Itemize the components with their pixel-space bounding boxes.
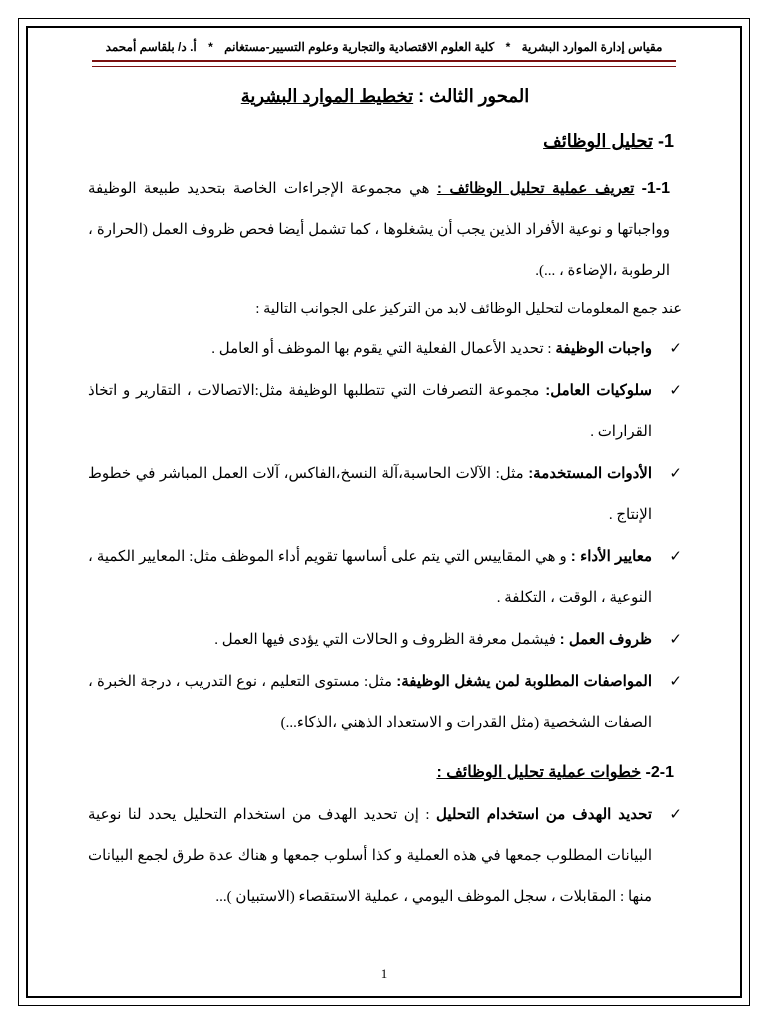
section-label: خطوات عملية تحليل الوظائف : <box>436 764 642 781</box>
section-number: 2-1- <box>645 764 674 781</box>
item-text: فيشمل معرفة الظروف و الحالات التي يؤدى فيها العمل . <box>214 632 560 648</box>
section-number: 1- <box>657 131 674 151</box>
item-text: : تحديد الأعمال الفعلية التي يقوم بها الموظف أو العامل . <box>211 341 556 357</box>
aspects-list <box>88 328 682 744</box>
steps-list <box>88 794 682 918</box>
item-text: مثل: مستوى التعليم ، نوع التدريب ، درجة الخبرة ، الصفات الشخصية (مثل القدرات و الاستعداد الذهني ،الذكاء...) <box>88 674 652 731</box>
section-heading-1 <box>88 131 674 152</box>
item-text: مجموعة التصرفات التي تتطلبها الوظيفة مثل:الاتصالات ، التقارير و اتخاذ القرارات . <box>88 383 652 440</box>
intro-text: عند جمع المعلومات لتحليل الوظائف لابد من التركيز على الجوانب التالية : <box>255 301 682 317</box>
checkmark-icon: ✓ <box>669 805 682 823</box>
header-rule <box>92 60 676 67</box>
title-main: تخطيط الموارد البشرية <box>240 86 414 106</box>
checkmark-icon: ✓ <box>669 547 682 565</box>
page-title <box>88 86 682 107</box>
list-item <box>88 536 682 619</box>
checkmark-icon: ✓ <box>669 630 682 648</box>
item-text: مثل: الآلات الحاسبة،آلة النسخ،الفاكس، آلات العمل المباشر في خطوط الإنتاج . <box>88 466 652 523</box>
page-number: 1 <box>380 966 388 981</box>
list-item <box>88 328 682 370</box>
list-item <box>88 661 682 744</box>
list-item <box>88 619 682 661</box>
checkmark-icon: ✓ <box>669 339 682 357</box>
title-prefix: المحور الثالث : <box>413 86 530 106</box>
item-term: سلوكيات العامل: <box>545 382 652 399</box>
definition-label: تعريف عملية تحليل الوظائف : <box>436 180 635 197</box>
checkmark-icon: ✓ <box>669 464 682 482</box>
section-heading-2 <box>88 762 674 782</box>
step-term: تحديد الهدف من استخدام التحليل <box>436 806 652 823</box>
definition-paragraph <box>88 168 670 292</box>
item-term: المواصفات المطلوبة لمن يشغل الوظيفة: <box>396 673 652 690</box>
item-term: معايير الأداء : <box>570 548 652 565</box>
header-faculty: كلية العلوم الاقتصادية والتجارية وعلوم التسيير-مستغانم <box>224 40 495 54</box>
list-item <box>88 370 682 453</box>
item-text: و هي المقاييس التي يتم على أساسها تقويم أداء الموظف مثل: المعايير الكمية ، النوعية ، الوقت ، التكلفة . <box>88 549 652 606</box>
item-term: الأدوات المستخدمة: <box>528 465 653 482</box>
item-term: واجبات الوظيفة <box>555 340 652 357</box>
running-header <box>40 40 728 54</box>
section-label: تحليل الوظائف <box>543 131 653 151</box>
page-content <box>88 86 682 918</box>
definition-text: هي مجموعة الإجراءات الخاصة بتحديد طبيعة الوظيفة وواجباتها و نوعية الأفراد الذين يجب أن يشغلوها ، كما تشمل أيضا فحص ظروف العمل (الحرارة ، الرطوبة ،الإضاءة ، ...). <box>88 181 670 279</box>
checkmark-icon: ✓ <box>669 672 682 690</box>
item-term: ظروف العمل : <box>559 631 652 648</box>
list-item <box>88 794 682 918</box>
header-separator: * <box>208 40 213 54</box>
header-course: مقياس إدارة الموارد البشرية <box>521 40 663 54</box>
list-item <box>88 453 682 536</box>
step-text: : إن تحديد الهدف من استخدام التحليل يحدد لنا نوعية البيانات المطلوب جمعها في هذه العملية و كذا أسلوب جمعها و هناك عدة طرق لجمع البيانات منها : المقابلات ، سجل الموظف اليومي ، عملية الاستقصاء (الاستبيان )... <box>88 807 652 905</box>
definition-number: 1-1- <box>641 180 671 197</box>
header-separator: * <box>505 40 511 54</box>
header-author: أ. د/ بلقاسم أمحمد <box>105 40 197 54</box>
checkmark-icon: ✓ <box>669 381 682 399</box>
